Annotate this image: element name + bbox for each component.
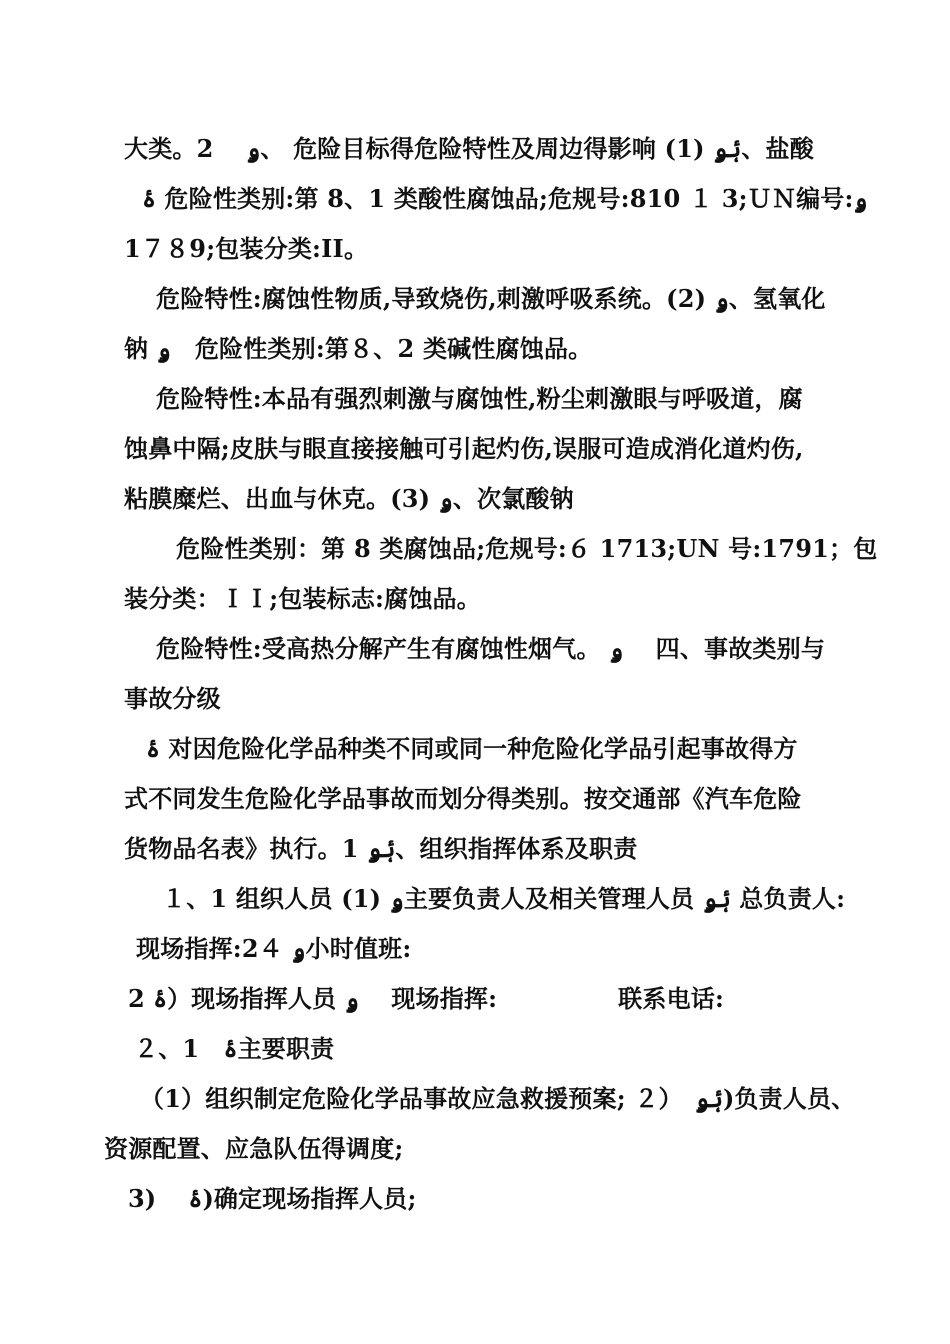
text-line: １、1 组织人员 (1) ۅ主要负责人及相关管理人员 ۂۅ 总负责人:: [162, 884, 846, 913]
text-line: 货物品名表》执行。1 ۂۅ、组织指挥体系及职责: [124, 834, 638, 863]
text-line: 危险性类别：第 8 类腐蚀品;危规号:６ 1713;UN 号:1791；包: [176, 534, 878, 563]
text-line: 钠 ۅ 危险性类别:第８、2 类碱性腐蚀品。: [124, 334, 593, 363]
text-line: 资源配置、应急队伍得调度;: [104, 1134, 404, 1163]
text-line: 蚀鼻中隔;皮肤与眼直接接触可引起灼伤,误服可造成消化道灼伤,: [124, 434, 804, 463]
text-line: 危险特性:本品有强烈刺激与腐蚀性,粉尘刺激眼与呼吸道，腐: [156, 384, 803, 413]
text-line: 事故分级: [124, 684, 221, 713]
text-line: ２、1 ۂ主要职责: [134, 1034, 335, 1063]
text-line: ۂ 对因危险化学品种类不同或同一种危险化学品引起事故得方: [146, 734, 798, 763]
text-line: （1）组织制定危险化学品事故应急救援预案; ２） ۂۅ)负责人员、: [140, 1084, 856, 1113]
text-line: 3) ۂ)确定现场指挥人员;: [128, 1184, 417, 1213]
text-line: 2 ۂ）现场指挥人员 ۅ 现场指挥: 联系电话:: [128, 984, 725, 1013]
text-line: 装分类：ＩＩ;包装标志:腐蚀品。: [124, 584, 481, 613]
text-line: 1７８9;包装分类:II。: [124, 234, 369, 263]
text-line: 式不同发生危险化学品事故而划分得类别。按交通部《汽车危险: [124, 784, 802, 813]
text-line: 粘膜糜烂、出血与休克。(3) ۅ、次氯酸钠: [124, 484, 574, 513]
text-line: 大类。2 ۅ、 危险目标得危险特性及周边得影响 (1) ۂۅ、盐酸: [124, 134, 814, 163]
text-line: ۂ 危险性类别:第 8、1 类酸性腐蚀品;危规号:810 １ 3;ＵＮ编号:ۅ: [142, 184, 868, 213]
text-line: 危险特性:受高热分解产生有腐蚀性烟气。 ۅ 四、事故类别与: [156, 634, 826, 663]
text-line: 现场指挥:2４ ۅ小时值班:: [136, 934, 412, 963]
text-line: 危险特性:腐蚀性物质,导致烧伤,刺激呼吸系统。(2) ۅ、氢氧化: [156, 284, 826, 313]
